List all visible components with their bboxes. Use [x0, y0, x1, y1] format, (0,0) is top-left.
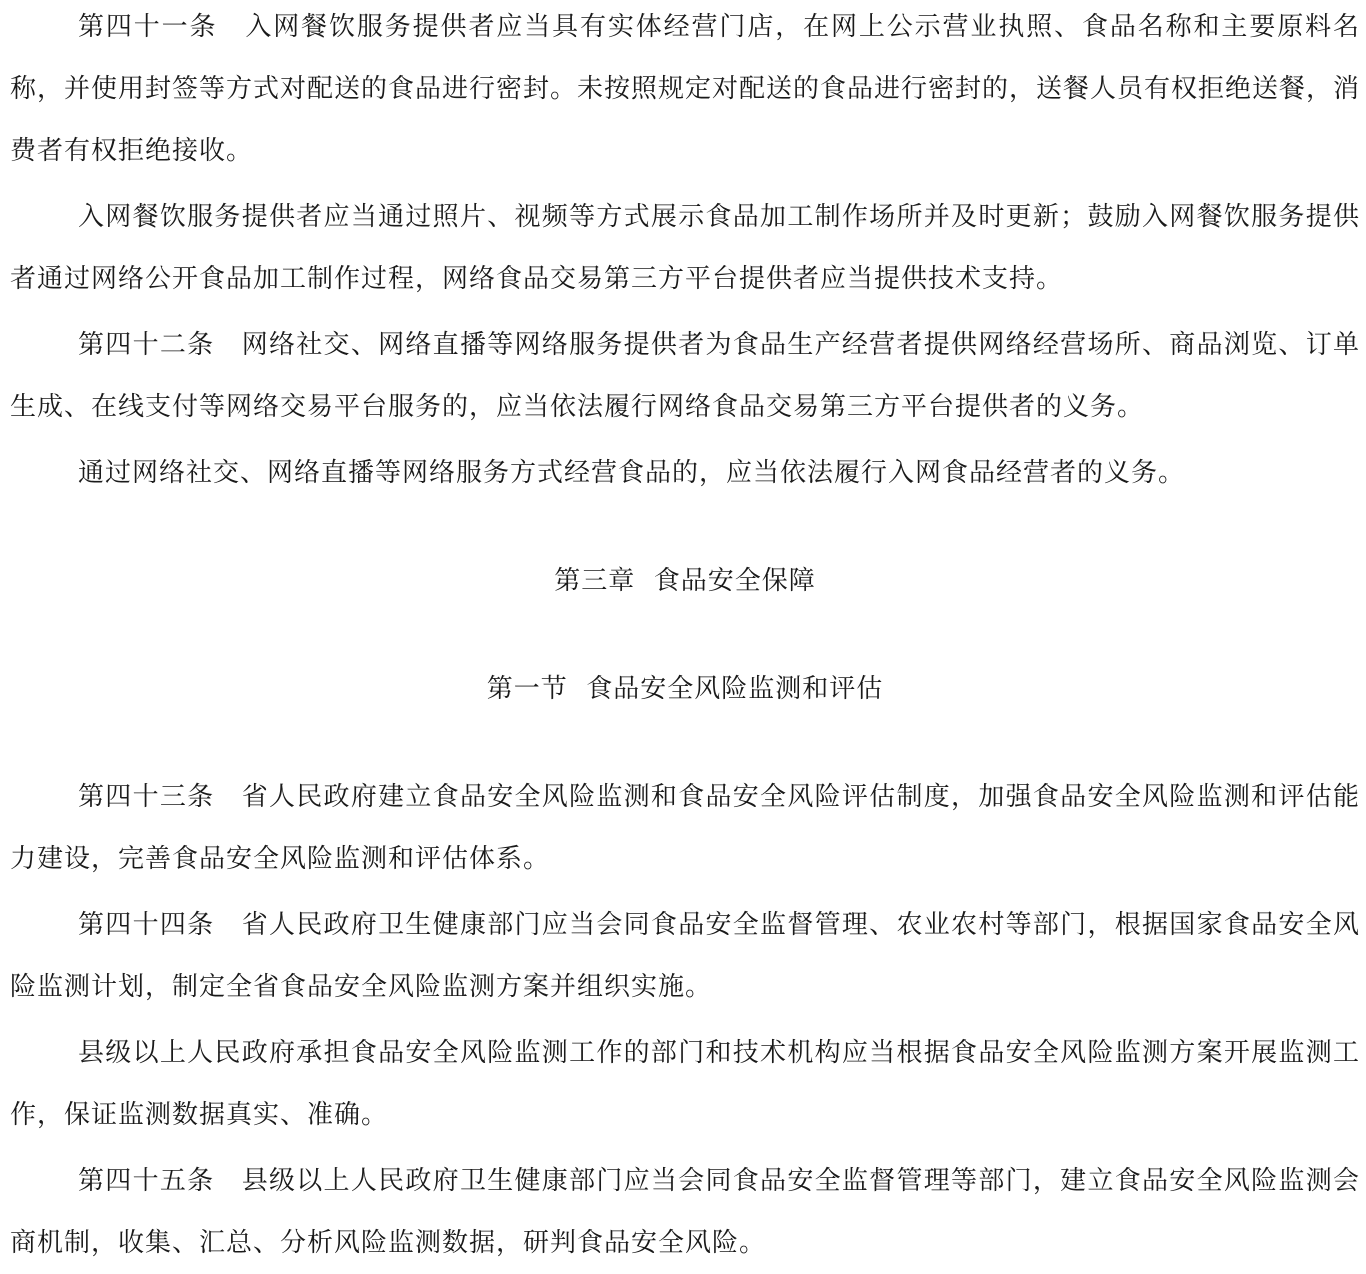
chapter-heading: 第三章 食品安全保障	[554, 566, 816, 596]
article-41-paragraph: 第四十一条 入网餐饮服务提供者应当具有实体经营门店，在网上公示营业执照、食品名称和主要原料名称，并使用封签等方式对配送的食品进行密封。未按照规定对配送的食品进行密封的，送餐人员有权拒绝送餐，消费者有权拒绝接收。	[10, 12, 1361, 166]
article-44-continuation-paragraph: 县级以上人民政府承担食品安全风险监测工作的部门和技术机构应当根据食品安全风险监测方案开展监测工作，保证监测数据真实、准确。	[10, 1038, 1360, 1130]
article-42-continuation-paragraph: 通过网络社交、网络直播等网络服务方式经营食品的，应当依法履行入网食品经营者的义务。	[78, 458, 1186, 488]
article-42-paragraph: 第四十二条 网络社交、网络直播等网络服务提供者为食品生产经营者提供网络经营场所、商品浏览、订单生成、在线支付等网络交易平台服务的，应当依法履行网络食品交易第三方平台提供者的义务。	[10, 330, 1360, 422]
article-44-paragraph: 第四十四条 省人民政府卫生健康部门应当会同食品安全监督管理、农业农村等部门，根据国家食品安全风险监测计划，制定全省食品安全风险监测方案并组织实施。	[10, 910, 1360, 1002]
article-41-continuation-paragraph: 入网餐饮服务提供者应当通过照片、视频等方式展示食品加工制作场所并及时更新；鼓励入网餐饮服务提供者通过网络公开食品加工制作过程，网络食品交易第三方平台提供者应当提供技术支持。	[10, 202, 1360, 294]
article-43-paragraph: 第四十三条 省人民政府建立食品安全风险监测和食品安全风险评估制度，加强食品安全风险监测和评估能力建设，完善食品安全风险监测和评估体系。	[10, 782, 1360, 874]
section-heading: 第一节 食品安全风险监测和评估	[486, 674, 884, 704]
article-45-paragraph: 第四十五条 县级以上人民政府卫生健康部门应当会同食品安全监督管理等部门，建立食品安全风险监测会商机制，收集、汇总、分析风险监测数据，研判食品安全风险。	[10, 1166, 1360, 1258]
document-body	[10, 0, 1360, 1274]
